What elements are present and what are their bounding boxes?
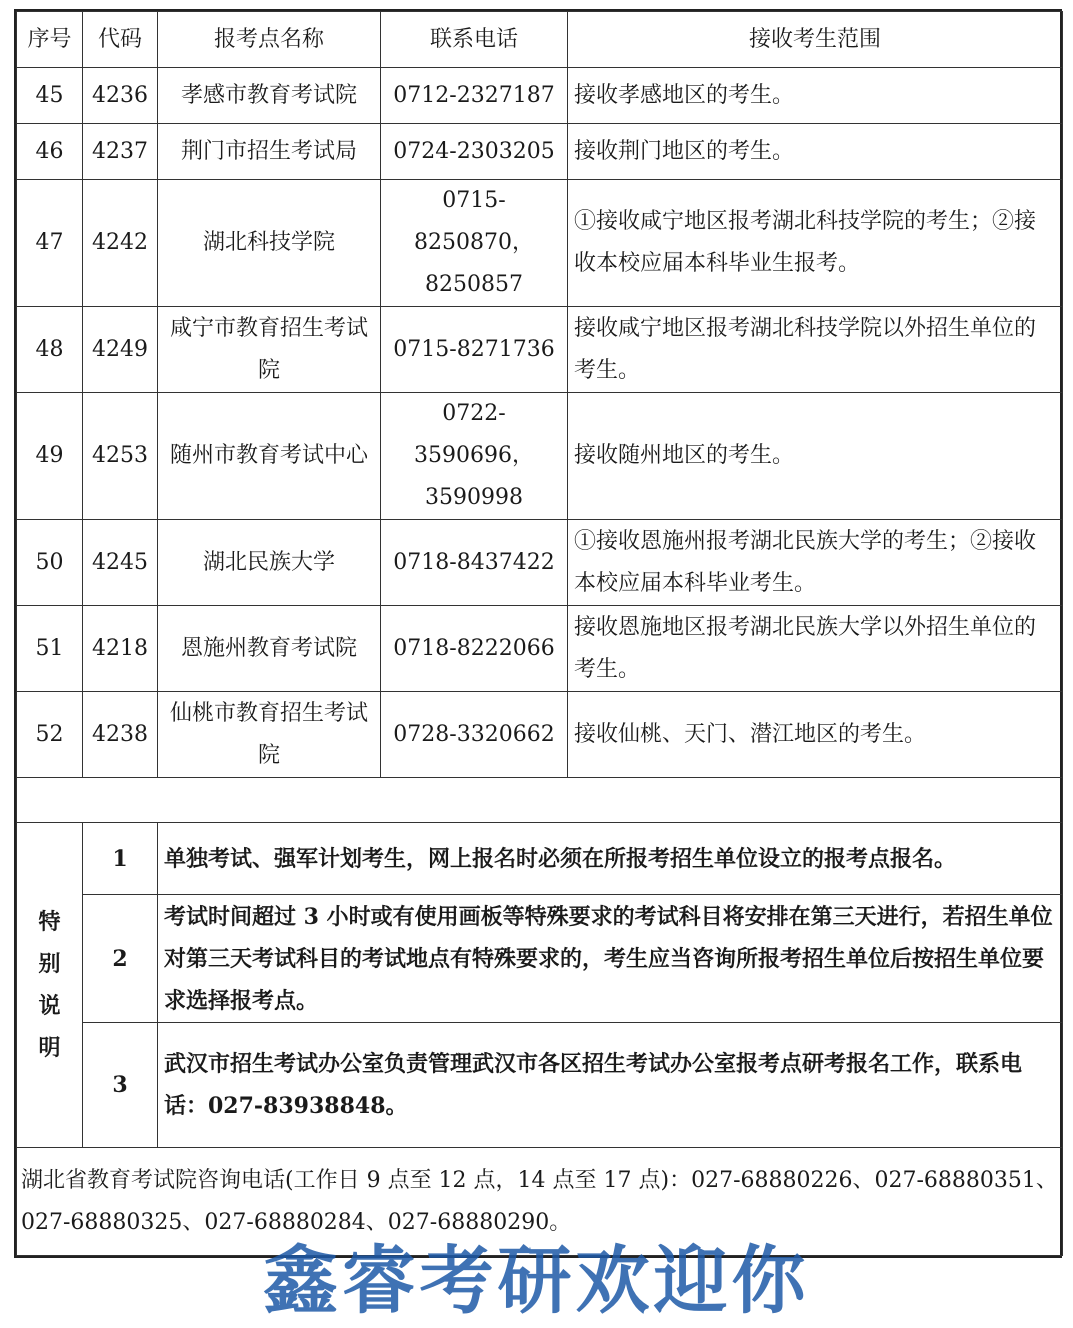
table-row	[17, 692, 1063, 778]
row-code: 4218	[83, 606, 158, 692]
row-phone: 0724-2303205	[381, 124, 568, 180]
table-row	[17, 68, 1063, 124]
row-phone: 0715-8250870，8250857	[381, 180, 568, 307]
row-no: 47	[17, 180, 83, 307]
row-scope: 接收仙桃、天门、潜江地区的考生。	[568, 692, 1063, 778]
row-code: 4245	[83, 520, 158, 606]
table-row	[17, 307, 1063, 393]
notes-label-cell	[17, 823, 83, 1148]
note-text: 单独考试、强军计划考生，网上报名时必须在所报考招生单位设立的报考点报名。	[158, 823, 1063, 895]
row-code: 4249	[83, 307, 158, 393]
table-row	[17, 180, 1063, 307]
note-no: 2	[83, 895, 158, 1023]
row-no: 46	[17, 124, 83, 180]
note-no: 1	[83, 823, 158, 895]
row-name: 仙桃市教育招生考试院	[158, 692, 381, 778]
table-header-row	[17, 12, 1063, 68]
blank-row	[17, 778, 1063, 823]
watermark-text: 鑫睿考研欢迎你	[263, 1238, 810, 1324]
notes-label: 特别说明	[38, 909, 61, 1061]
row-name: 湖北民族大学	[158, 520, 381, 606]
header-scope: 接收考生范围	[568, 12, 1063, 68]
table-row	[17, 520, 1063, 606]
row-no: 49	[17, 393, 83, 520]
row-scope: 接收荆门地区的考生。	[568, 124, 1063, 180]
note-row	[17, 895, 1063, 1023]
row-name: 孝感市教育考试院	[158, 68, 381, 124]
footer-text: 湖北省教育考试院咨询电话(工作日 9 点至 12 点，14 点至 17 点)：027-68880226、027-68880351、027-68880325、027-68880284、027-68880290。	[17, 1148, 1063, 1256]
blank-cell	[17, 778, 1063, 823]
header-name: 报考点名称	[158, 12, 381, 68]
row-phone: 0715-8271736	[381, 307, 568, 393]
row-scope: ①接收咸宁地区报考湖北科技学院的考生；②接收本校应届本科毕业生报考。	[568, 180, 1063, 307]
row-no: 48	[17, 307, 83, 393]
header-phone: 联系电话	[381, 12, 568, 68]
row-no: 52	[17, 692, 83, 778]
row-phone: 0718-8437422	[381, 520, 568, 606]
table-row	[17, 393, 1063, 520]
row-scope: ①接收恩施州报考湖北民族大学的考生；②接收本校应届本科毕业考生。	[568, 520, 1063, 606]
note-text: 武汉市招生考试办公室负责管理武汉市各区招生考试办公室报考点研考报名工作，联系电话：027-83938848。	[158, 1023, 1063, 1148]
row-scope: 接收咸宁地区报考湖北科技学院以外招生单位的考生。	[568, 307, 1063, 393]
row-phone: 0722-3590696，3590998	[381, 393, 568, 520]
row-scope: 接收恩施地区报考湖北民族大学以外招生单位的考生。	[568, 606, 1063, 692]
row-code: 4253	[83, 393, 158, 520]
row-phone: 0712-2327187	[381, 68, 568, 124]
row-scope: 接收孝感地区的考生。	[568, 68, 1063, 124]
row-code: 4237	[83, 124, 158, 180]
exam-site-sheet	[14, 9, 1062, 1258]
row-code: 4236	[83, 68, 158, 124]
row-phone: 0728-3320662	[381, 692, 568, 778]
table-row	[17, 124, 1063, 180]
row-code: 4238	[83, 692, 158, 778]
row-phone: 0718-8222066	[381, 606, 568, 692]
table-row	[17, 606, 1063, 692]
row-name: 随州市教育考试中心	[158, 393, 381, 520]
header-no: 序号	[17, 12, 83, 68]
row-scope: 接收随州地区的考生。	[568, 393, 1063, 520]
row-name: 荆门市招生考试局	[158, 124, 381, 180]
note-row	[17, 823, 1063, 895]
row-name: 湖北科技学院	[158, 180, 381, 307]
row-name: 咸宁市教育招生考试院	[158, 307, 381, 393]
row-name: 恩施州教育考试院	[158, 606, 381, 692]
note-row	[17, 1023, 1063, 1148]
header-code: 代码	[83, 12, 158, 68]
row-no: 50	[17, 520, 83, 606]
note-text: 考试时间超过 3 小时或有使用画板等特殊要求的考试科目将安排在第三天进行，若招生单位对第三天考试科目的考试地点有特殊要求的，考生应当咨询所报考招生单位后按招生单位要求选择报考点。	[158, 895, 1063, 1023]
row-no: 51	[17, 606, 83, 692]
row-code: 4242	[83, 180, 158, 307]
note-no: 3	[83, 1023, 158, 1148]
exam-site-table	[16, 11, 1063, 1256]
row-no: 45	[17, 68, 83, 124]
